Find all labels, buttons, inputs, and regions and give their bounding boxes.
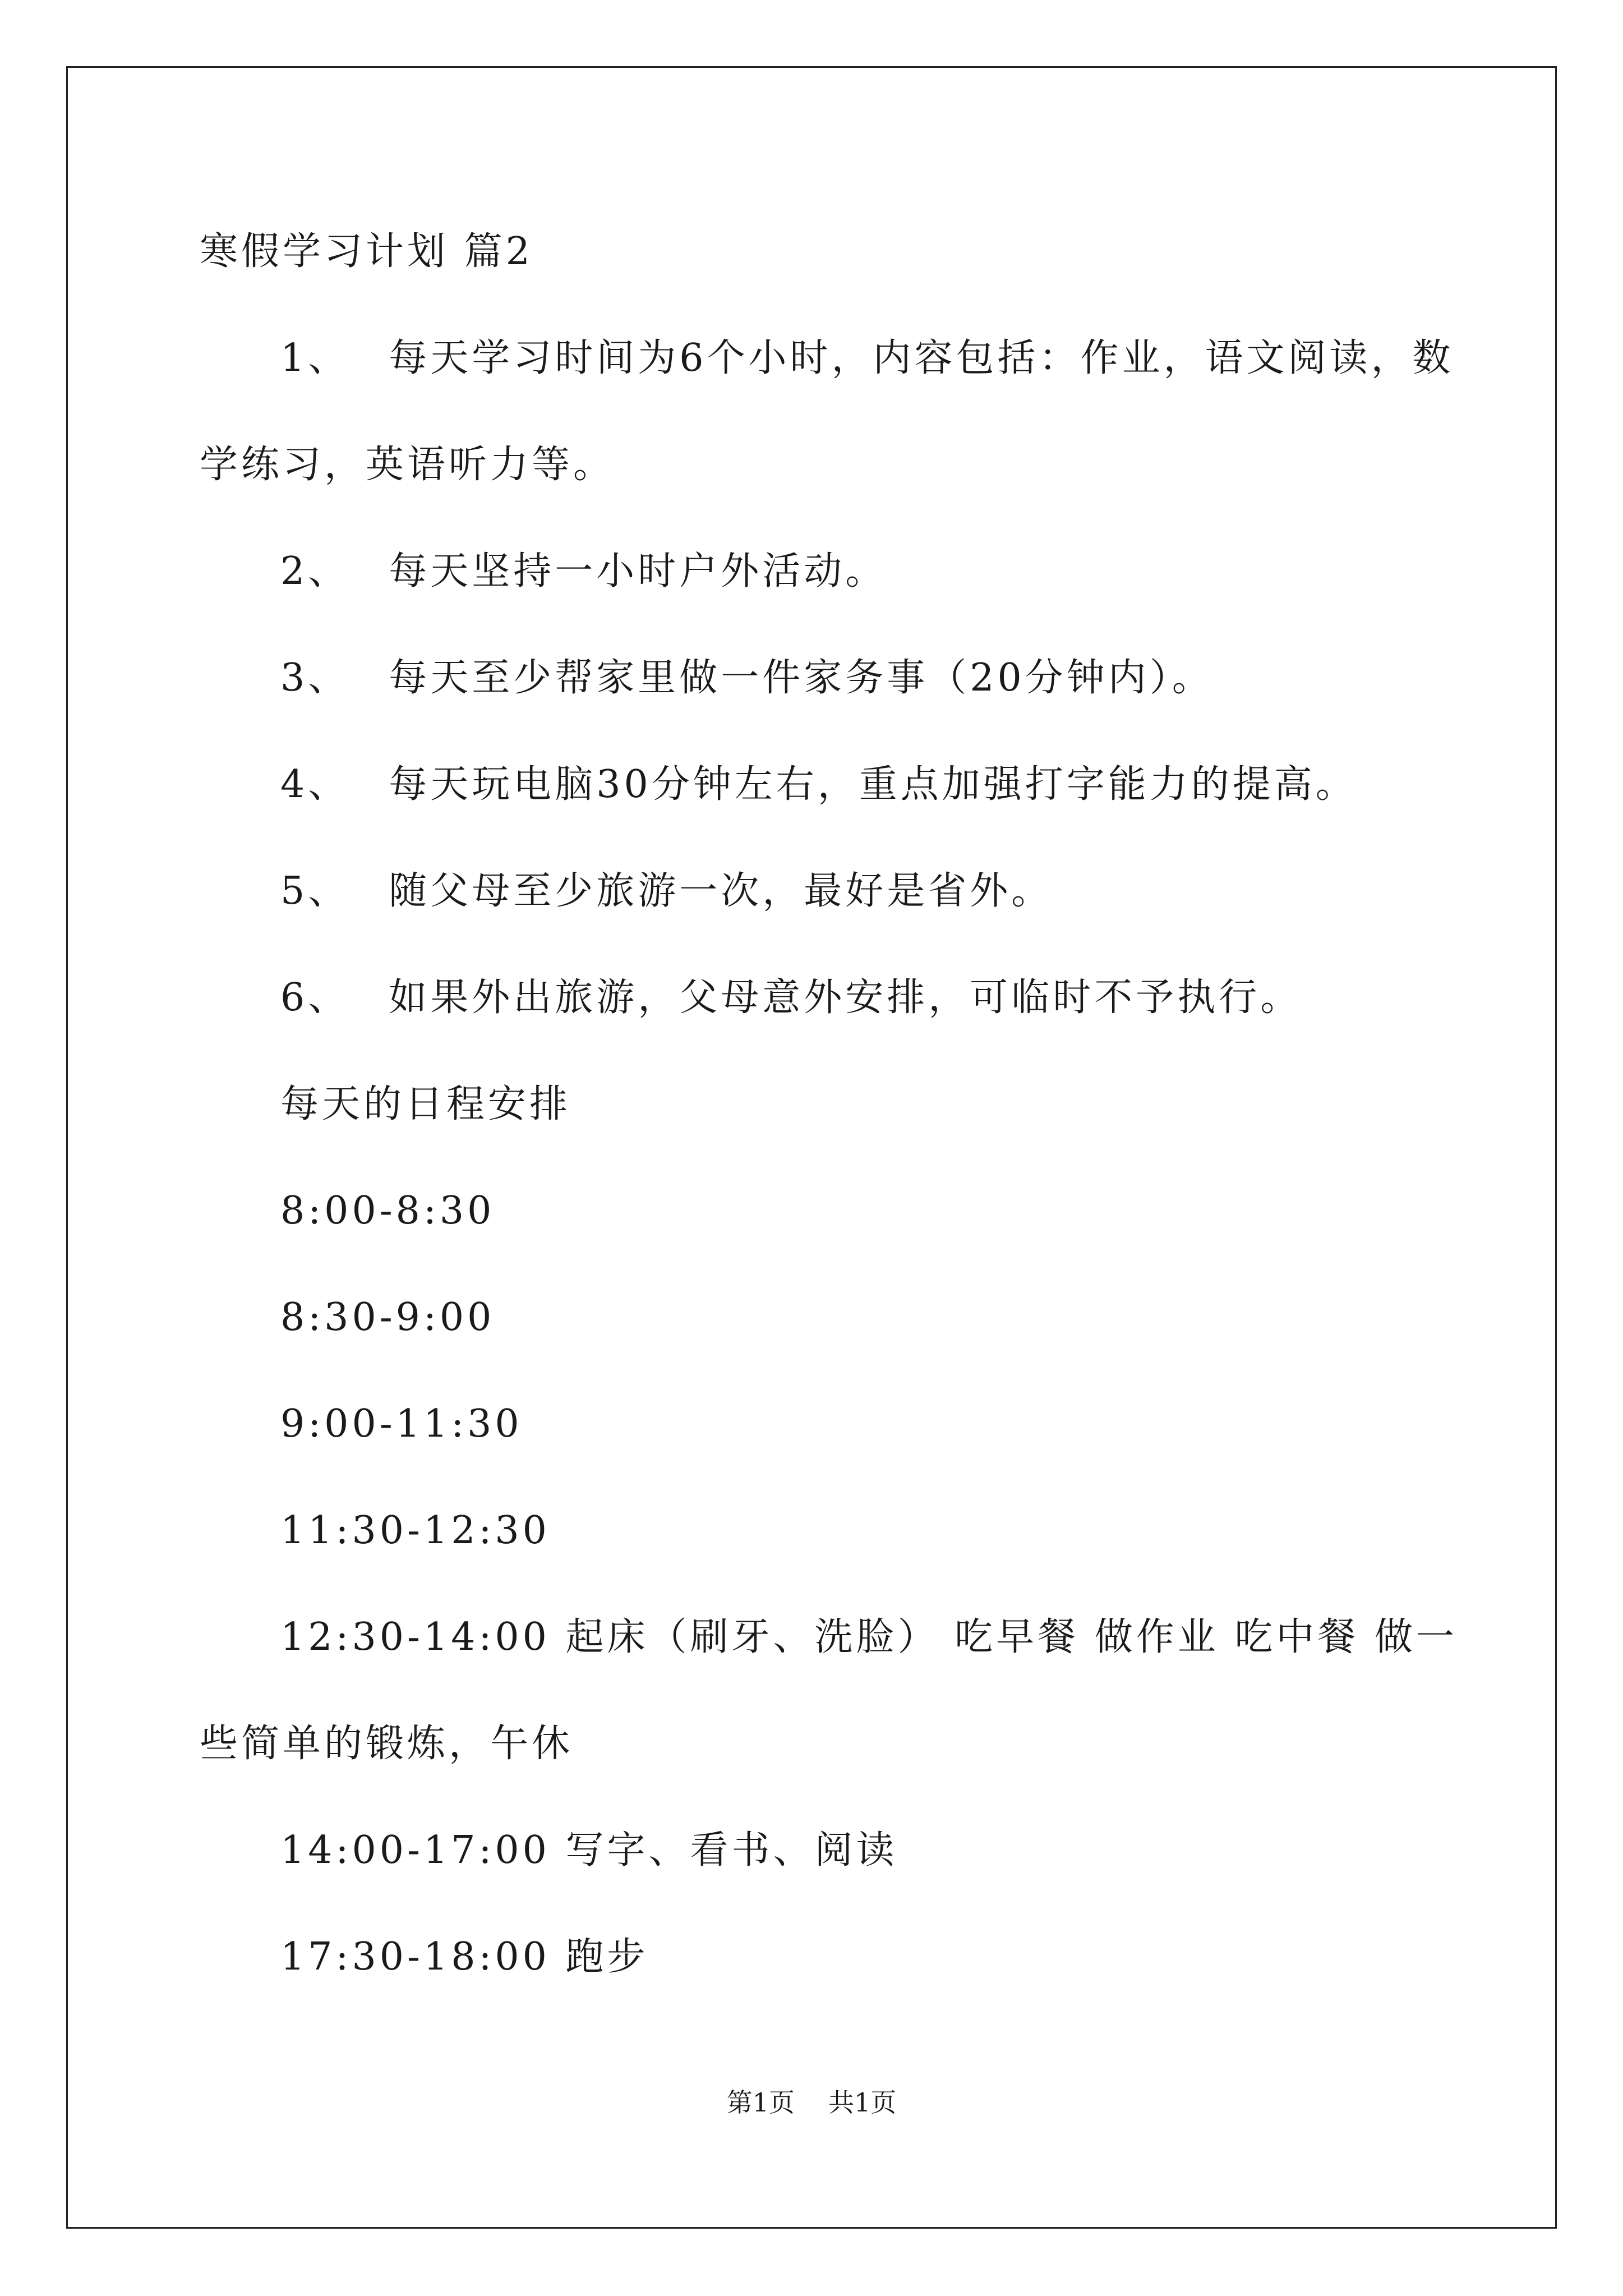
schedule-heading: 每天的日程安排 [280,1082,571,1126]
list-item-number: 2、 [280,549,350,593]
page-footer [0,2087,1623,2118]
document-title: 寒假学习计划 篇2 [200,229,533,274]
list-item [280,549,887,593]
list-item-number: 3、 [280,656,350,700]
list-item-text: 每天学习时间为6个小时，内容包括：作业，语文阅读，数 [389,336,1454,380]
schedule-entry: 11:30-12:30 [280,1508,550,1553]
schedule-entry: 17:30-18:00 跑步 [280,1935,649,1979]
page-total: 共1页 [828,2087,897,2118]
list-item [280,336,1454,380]
page-border [66,66,1557,2229]
list-item-text: 如果外出旅游，父母意外安排，可临时不予执行。 [389,976,1302,1020]
schedule-entry: 12:30-14:00 起床（刷牙、洗脸） 吃早餐 做作业 吃中餐 做一 [280,1615,1458,1659]
list-item-text: 随父母至少旅游一次，最好是省外。 [389,869,1053,913]
schedule-entry: 14:00-17:00 写字、看书、阅读 [280,1828,898,1872]
list-item-text: 每天玩电脑30分钟左右，重点加强打字能力的提高。 [389,762,1357,807]
schedule-entry: 8:30-9:00 [280,1295,495,1340]
list-item [280,976,1302,1020]
list-item-text: 每天坚持一小时户外活动。 [389,549,887,593]
list-item-number: 4、 [280,762,350,807]
list-item-number: 1、 [280,336,350,380]
list-item [280,656,1214,700]
schedule-entry-continuation: 些简单的锻炼，午休 [200,1722,574,1766]
list-item-continuation: 学练习，英语听力等。 [200,443,615,487]
schedule-entry: 9:00-11:30 [280,1402,523,1446]
page-number: 第1页 [726,2087,795,2118]
list-item [280,869,1053,913]
list-item-text: 每天至少帮家里做一件家务事（20分钟内）。 [389,656,1214,700]
list-item-number: 5、 [280,869,350,913]
list-item-number: 6、 [280,976,350,1020]
schedule-entry: 8:00-8:30 [280,1189,495,1233]
list-item [280,762,1357,807]
